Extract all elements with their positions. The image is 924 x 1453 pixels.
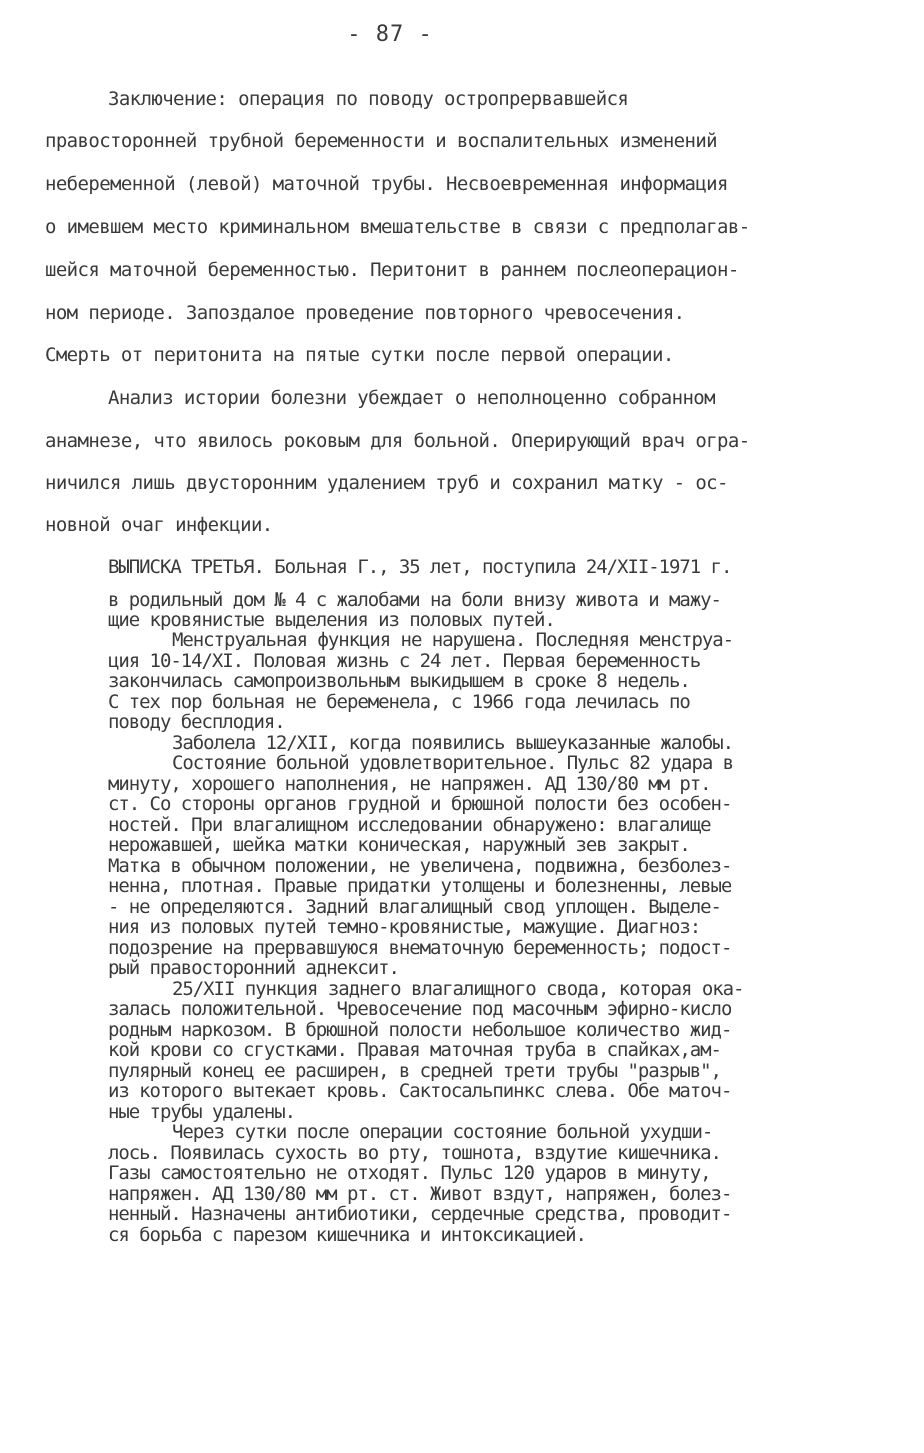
extract-line: ВЫПИСКА ТРЕТЬЯ. Больная Г., 35 лет, поступила 24/XII-1971 г. bbox=[108, 557, 732, 577]
extract-line: 25/XII пункция заднего влагалищного свода, которая ока- bbox=[172, 979, 744, 999]
conclusion-line: Смерть от перитонита на пятые сутки после первой операции. bbox=[45, 344, 674, 366]
analysis-line: новной очаг инфекции. bbox=[45, 514, 273, 536]
extract-line: лось. Появилась сухость во рту, тошнота, вздутие кишечника. bbox=[108, 1143, 721, 1163]
extract-line: ция 10-14/XI. Половая жизнь с 24 лет. Первая беременность bbox=[108, 651, 701, 671]
analysis-line: анамнезе, что явилось роковым для больной. Оперирующий врач огра- bbox=[45, 430, 750, 452]
conclusion-line: ном периоде. Запоздалое проведение повторного чревосечения. bbox=[45, 302, 685, 324]
conclusion-line: шейся маточной беременностью. Перитонит в раннем послеоперацион- bbox=[45, 259, 739, 281]
extract-line: ст. Со стороны органов грудной и брюшной полости без особен- bbox=[108, 794, 732, 814]
extract-line: родным наркозом. В брюшной полости небольшое количество жид- bbox=[108, 1020, 732, 1040]
extract-line: напряжен. АД 130/80 мм рт. ст. Живот вздут, напряжен, болез- bbox=[108, 1184, 732, 1204]
extract-line: Газы самостоятельно не отходят. Пульс 120 ударов в минуту, bbox=[108, 1163, 711, 1183]
extract-line: Менструальная функция не нарушена. Последняя менструа- bbox=[172, 630, 734, 650]
extract-line: поводу бесплодия. bbox=[108, 712, 285, 732]
extract-line: Заболела 12/XII, когда появились вышеуказанные жалобы. bbox=[172, 733, 734, 753]
extract-line: нерожавшей, шейка матки коническая, наружный зев закрыт. bbox=[108, 835, 690, 855]
extract-line: пулярный конец ее расширен, в средней трети трубы "разрыв", bbox=[108, 1061, 721, 1081]
extract-line: из которого вытекает кровь. Сактосальпинкс слева. Обе маточ- bbox=[108, 1081, 732, 1101]
conclusion-line: Заключение: операция по поводу остропрервавшейся bbox=[108, 88, 629, 110]
extract-line: рый правосторонний аднексит. bbox=[108, 958, 399, 978]
extract-line: кой крови со сгустками. Правая маточная труба в спайках,ам- bbox=[108, 1040, 721, 1060]
extract-line: щие кровянистые выделения из половых путей. bbox=[108, 610, 555, 630]
conclusion-line: о имевшем место криминальном вмешательстве в связи с предполагав- bbox=[45, 216, 750, 238]
extract-line: в родильный дом № 4 с жалобами на боли внизу живота и мажу- bbox=[108, 590, 721, 610]
conclusion-line: правосторонней трубной беременности и воспалительных изменений bbox=[45, 130, 718, 152]
extract-line: Через сутки после операции состояние больной ухудши- bbox=[172, 1122, 713, 1142]
extract-line: ния из половых путей темно-кровянистые, мажущие. Диагноз: bbox=[108, 917, 701, 937]
extract-line: - не определяются. Задний влагалищный свод уплощен. Выделе- bbox=[108, 897, 721, 917]
extract-line: Состояние больной удовлетворительное. Пульс 82 удара в bbox=[172, 753, 734, 773]
conclusion-line: небеременной (левой) маточной трубы. Несвоевременная информация bbox=[45, 173, 728, 195]
analysis-line: Анализ истории болезни убеждает о неполноценно собранном bbox=[108, 387, 715, 409]
page-number: - 87 - bbox=[347, 22, 433, 47]
analysis-line: ничился лишь двусторонним удалением труб и сохранил матку - ос- bbox=[45, 472, 728, 494]
extract-line: подозрение на прервавшуюся внематочную беременность; подост- bbox=[108, 938, 732, 958]
extract-line: ненна, плотная. Правые придатки утолщены и болезненны, левые bbox=[108, 876, 732, 896]
extract-line: залась положительной. Чревосечение под масочным эфирно-кисло bbox=[108, 999, 732, 1019]
extract-line: минуту, хорошего наполнения, не напряжен. АД 130/80 мм рт. bbox=[108, 774, 711, 794]
extract-line: С тех пор больная не беременела, с 1966 года лечилась по bbox=[108, 692, 690, 712]
extract-line: ностей. При влагалищном исследовании обнаружено: влагалище bbox=[108, 815, 711, 835]
extract-line: закончилась самопроизвольным выкидышем в сроке 8 недель. bbox=[108, 671, 690, 691]
extract-line: ненный. Назначены антибиотики, сердечные средства, проводит- bbox=[108, 1204, 732, 1224]
extract-line: Матка в обычном положении, не увеличена, подвижна, безболез- bbox=[108, 856, 732, 876]
extract-line: ные трубы удалены. bbox=[108, 1102, 296, 1122]
extract-line: ся борьба с парезом кишечника и интоксикацией. bbox=[108, 1225, 586, 1245]
